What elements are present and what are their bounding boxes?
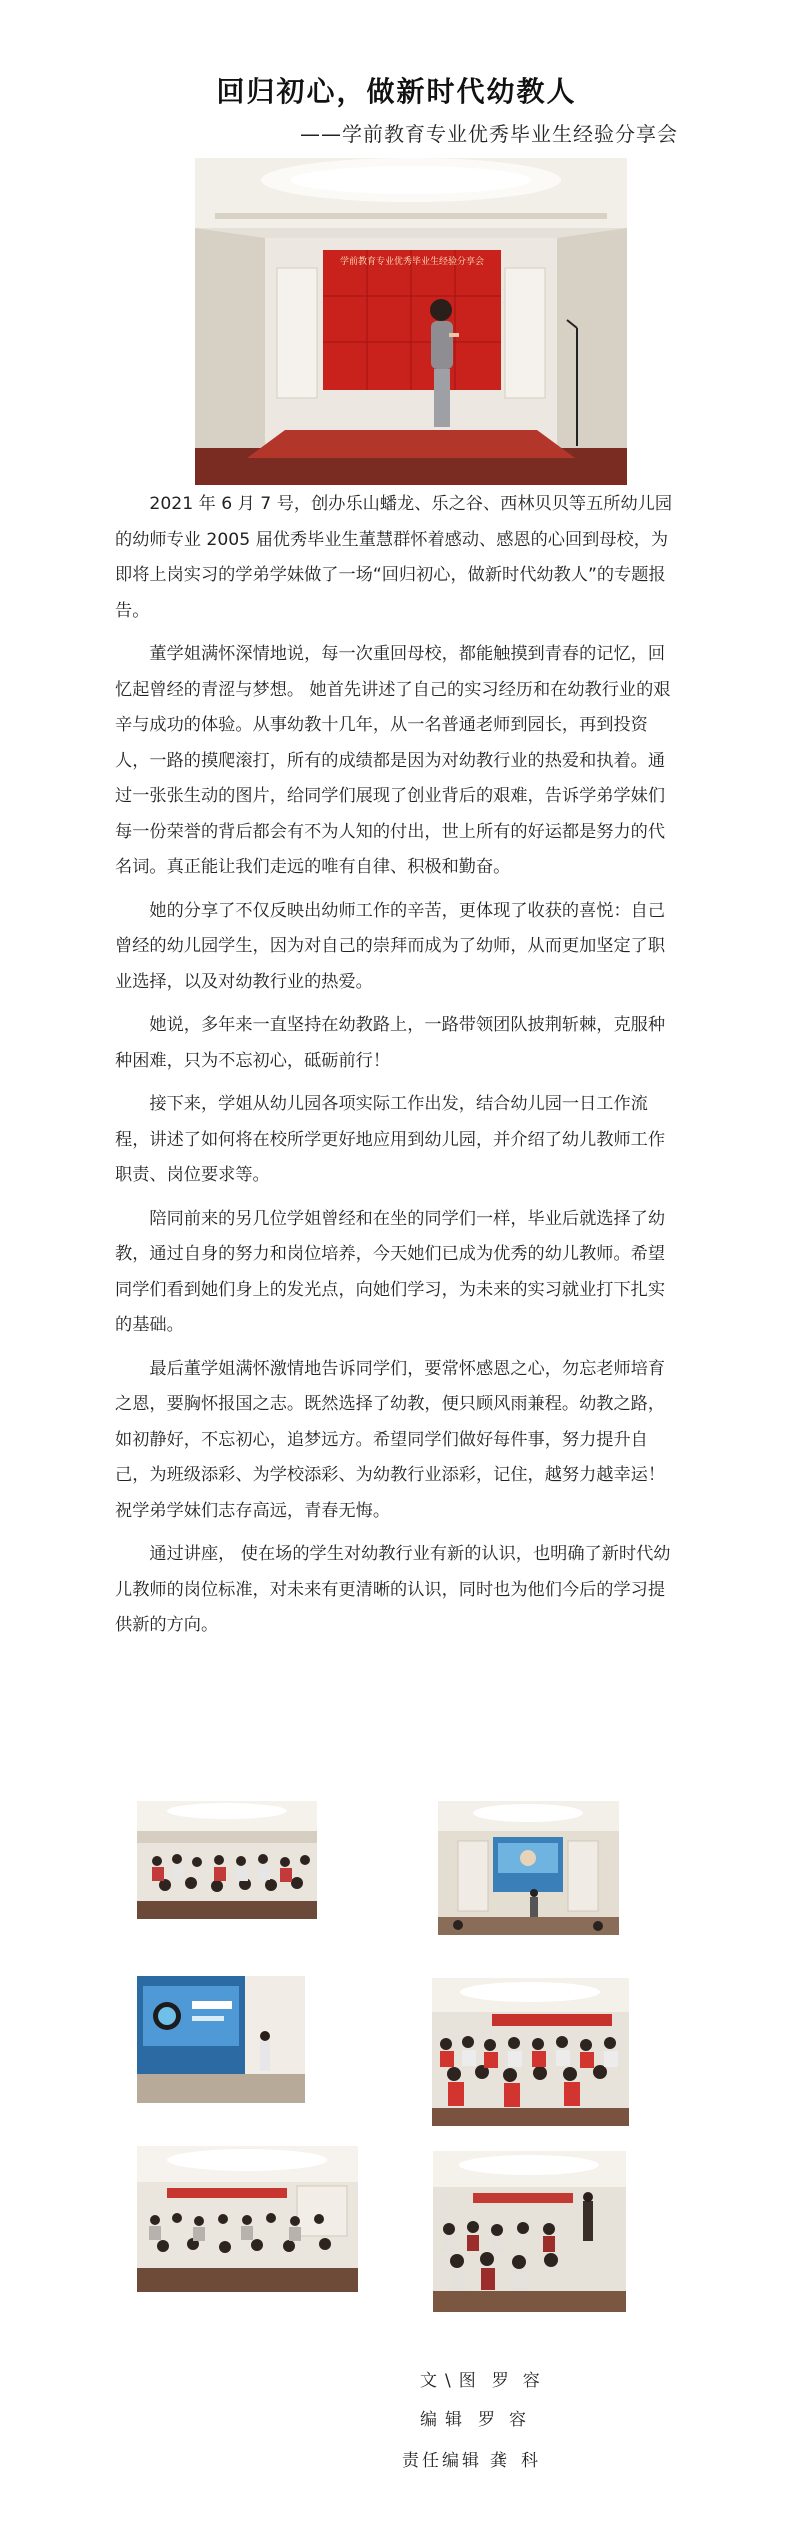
- credit-author-name: 罗容: [491, 2371, 554, 2391]
- article-paragraph: 她的分享了不仅反映出幼师工作的辛苦，更体现了收获的喜悦：自己曾经的幼儿园学生，因为对自己的崇拜而成为了幼师，从而更加坚定了职业选择，以及对幼教行业的热爱。: [115, 900, 666, 992]
- article-paragraph: 她说，多年来一直坚持在幼教路上，一路带领团队披荆斩棘，克服种种困难，只为不忘初心，砥砺前行！: [115, 1015, 666, 1071]
- article-paragraph: 2021 年 6 月 7 号，创办乐山蟠龙、乐之谷、西林贝贝等五所幼儿园的幼师专业 2005 届优秀毕业生董慧群怀着感动、感恩的心回到母校，为即将上岗实习的学弟学妹做了一场“回归初心，做新时代幼教人”的专题报告。: [115, 494, 673, 621]
- gallery-photo-screen: [438, 1801, 619, 1935]
- article-paragraph: 通过讲座， 使在场的学生对幼教行业有新的认识，也明确了新时代幼儿教师的岗位标准，对未来有更清晰的认识，同时也为他们今后的学习提供新的方向。: [115, 1544, 671, 1635]
- credit-author-label: 文\图: [420, 2371, 484, 2391]
- gallery-photo-classroom-2: [433, 2151, 626, 2312]
- article-paragraph: 董学姐满怀深情地说，每一次重回母校，都能触摸到青春的记忆，回忆起曾经的青涩与梦想。 她首先讲述了自己的实习经历和在幼教行业的艰辛与成功的体验。从事幼教十几年，从一名普通老师到园长，再到投资人，一路的摸爬滚打，所有的成绩都是因为对幼教行业的热爱和执着。通过一张张生动的图片，给同学们展现了创业背后的艰难，告诉学弟学妹们每一份荣誉的背后都会有不为人知的付出，世上所有的好运都是努力的代名词。真正能让我们走远的唯有自律、积极和勤奋。: [115, 644, 671, 877]
- gallery-photo-audience-1: [137, 1801, 317, 1919]
- credit-chief-name: 龚科: [490, 2451, 552, 2471]
- gallery-photo-classroom-1: [137, 2146, 358, 2292]
- article-subtitle: ——学前教育专业优秀毕业生经验分享会: [300, 122, 678, 146]
- article-title: 回归初心，做新时代幼教人: [216, 75, 577, 108]
- credit-editor: [420, 2405, 540, 2430]
- gallery-photo-audience-2: [432, 1978, 629, 2126]
- article-paragraph: 陪同前来的另几位学姐曾经和在坐的同学们一样，毕业后就选择了幼教，通过自身的努力和岗位培养，今天她们已成为优秀的幼儿教师。希望同学们看到她们身上的发光点，向她们学习，为未来的实习就业打下扎实的基础。: [115, 1208, 666, 1335]
- credit-editor-name: 罗容: [478, 2410, 540, 2430]
- article-paragraph: 最后董学姐满怀激情地告诉同学们，要常怀感恩之心，勿忘老师培育之恩，要胸怀报国之志。既然选择了幼教，便只顾风雨兼程。幼教之路，如初静好，不忘初心，追梦远方。希望同学们做好每件事，努力提升自己，为班级添彩、为学校添彩、为幼教行业添彩，记住，越努力越幸运！祝学弟学妹们志存高远，青春无悔。: [115, 1358, 666, 1521]
- hero-photo: [195, 158, 627, 485]
- credit-chief-editor: [402, 2446, 552, 2471]
- credit-editor-label: 编辑: [420, 2410, 470, 2430]
- article-body: [115, 487, 680, 1644]
- credit-author: [420, 2366, 554, 2391]
- article-paragraph: 接下来，学姐从幼儿园各项实际工作出发，结合幼儿园一日工作流程，讲述了如何将在校所学更好地应用到幼儿园，并介绍了幼儿教师工作职责、岗位要求等。: [115, 1094, 666, 1185]
- hero-screen-text: 学前教育专业优秀毕业生经验分享会: [339, 257, 484, 267]
- gallery-photo-presentation: [137, 1976, 305, 2103]
- credit-chief-label: 责任编辑: [402, 2451, 482, 2471]
